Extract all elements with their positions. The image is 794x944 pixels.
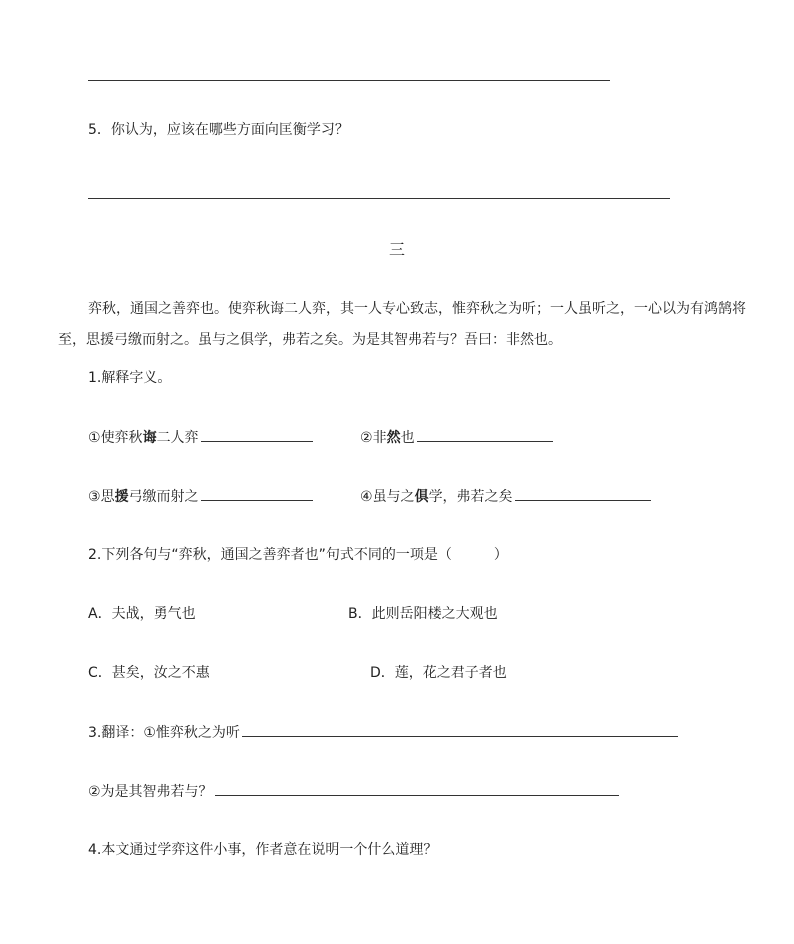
q1-item-2-blank[interactable] bbox=[417, 427, 553, 442]
section-title: 三 bbox=[389, 240, 406, 259]
q1-item-2-num: ② bbox=[360, 430, 373, 446]
passage-text: 弈秋，通国之善弈也。使弈秋诲二人弈，其一人专心致志，惟弈秋之为听；一人虽听之，一心以为有鸿鹄将至，思援弓缴而射之。虽与之俱学，弗若之矣。为是其智弗若与？吾曰：非然也。 bbox=[58, 301, 746, 348]
answer-line-q4-prev bbox=[88, 80, 610, 81]
question-3-sub2 bbox=[88, 781, 619, 802]
q1-item-3-key: 援 bbox=[114, 489, 129, 505]
question-2-label: 2.下列各句与“弈秋，通国之善弈者也”句式不同的一项是（ ） bbox=[88, 547, 508, 563]
question-3-sub2-text: ②为是其智弗若与？ bbox=[88, 784, 213, 800]
q1-item-4-num: ④ bbox=[360, 489, 373, 505]
q2-option-d[interactable]: D．莲，花之君子者也 bbox=[370, 665, 507, 681]
q1-item-4-blank[interactable] bbox=[515, 486, 651, 501]
q1-item-1-num: ① bbox=[88, 430, 101, 446]
q1-item-3-post: 弓缴而射之 bbox=[128, 489, 199, 505]
q1-item-3-pre: 思 bbox=[100, 489, 115, 505]
q1-item-3-blank[interactable] bbox=[201, 486, 313, 501]
q1-item-1-post: 二人弈 bbox=[156, 430, 199, 446]
q1-item-1-pre: 使弈秋 bbox=[100, 430, 143, 446]
q1-item-1-key: 诲 bbox=[142, 430, 157, 446]
q1-item-4-key: 俱 bbox=[414, 489, 429, 505]
q1-item-3 bbox=[88, 486, 313, 507]
question-5-label: 5．你认为，应该在哪些方面向匡衡学习？ bbox=[88, 122, 349, 138]
question-3-label bbox=[88, 722, 678, 743]
q1-item-4-pre: 虽与之 bbox=[372, 489, 415, 505]
q3-item-2-blank[interactable] bbox=[215, 781, 619, 796]
q1-item-2-post: 也 bbox=[400, 430, 415, 446]
answer-line-q5 bbox=[88, 198, 670, 199]
q1-item-4-post: 学，弗若之矣 bbox=[428, 489, 513, 505]
q2-option-c[interactable]: C．甚矣，汝之不惠 bbox=[88, 665, 210, 681]
q1-item-4 bbox=[360, 486, 651, 507]
question-1-label: 1.解释字义。 bbox=[88, 370, 172, 386]
q1-item-2-pre: 非 bbox=[372, 430, 387, 446]
question-4-label: 4.本文通过学弈这件小事，作者意在说明一个什么道理？ bbox=[88, 842, 438, 858]
q1-item-2-key: 然 bbox=[386, 430, 401, 446]
q3-item-1-blank[interactable] bbox=[242, 722, 678, 737]
q1-item-1 bbox=[88, 427, 313, 448]
q2-option-a[interactable]: A．夫战，勇气也 bbox=[88, 606, 196, 622]
q1-item-1-blank[interactable] bbox=[201, 427, 313, 442]
q1-item-3-num: ③ bbox=[88, 489, 101, 505]
q2-option-b[interactable]: B．此则岳阳楼之大观也 bbox=[348, 606, 498, 622]
question-3-text: 3.翻译：①惟弈秋之为听 bbox=[88, 725, 240, 741]
q1-item-2 bbox=[360, 427, 553, 448]
